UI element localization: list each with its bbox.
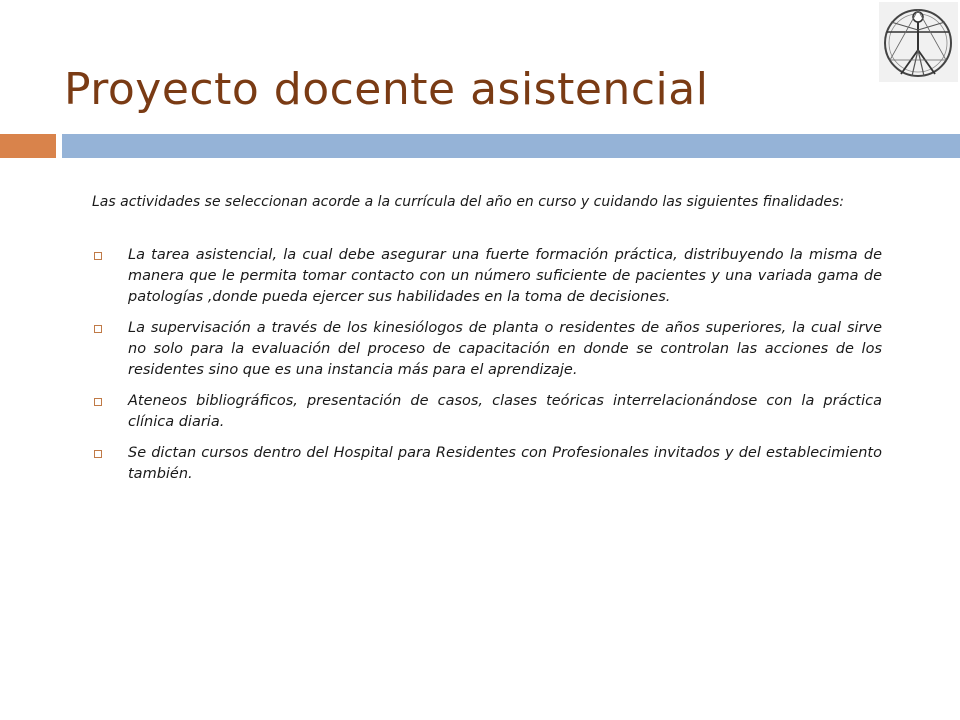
square-bullet-icon (94, 398, 102, 406)
bullet-item (92, 443, 882, 485)
accent-bar-orange (0, 134, 56, 158)
vitruvian-man-icon (879, 2, 958, 82)
intro-text: Las actividades se seleccionan acorde a la currícula del año en curso y cuidando las siguientes finalidades: (92, 194, 844, 210)
slide-content (92, 192, 882, 495)
bullet-text: Se dictan cursos dentro del Hospital para Residentes con Profesionales invitados y del establecimiento también. (128, 445, 882, 482)
bullet-text: La tarea asistencial, la cual debe asegurar una fuerte formación práctica, distribuyendo la misma de manera que le permita tomar contacto con un número suficiente de pacientes y una variada gama de patologías ,donde pueda ejercer sus habilidades en la toma de decisiones. (128, 247, 882, 305)
square-bullet-icon (94, 450, 102, 458)
bullet-item (92, 318, 882, 381)
square-bullet-icon (94, 325, 102, 333)
bullet-text: La supervisación a través de los kinesiólogos de planta o residentes de años superiores, la cual sirve no solo para la evaluación del proceso de capacitación en donde se controlan las acciones de los residentes sino que es una instancia más para el aprendizaje. (128, 320, 882, 378)
accent-bar-blue (62, 134, 960, 158)
square-bullet-icon (94, 252, 102, 260)
slide-title: Proyecto docente asistencial (64, 64, 709, 115)
bullet-text: Ateneos bibliográficos, presentación de casos, clases teóricas interrelacionándose con la práctica clínica diaria. (128, 393, 882, 430)
bullet-item (92, 245, 882, 308)
bullet-list (92, 245, 882, 485)
bullet-item (92, 391, 882, 433)
